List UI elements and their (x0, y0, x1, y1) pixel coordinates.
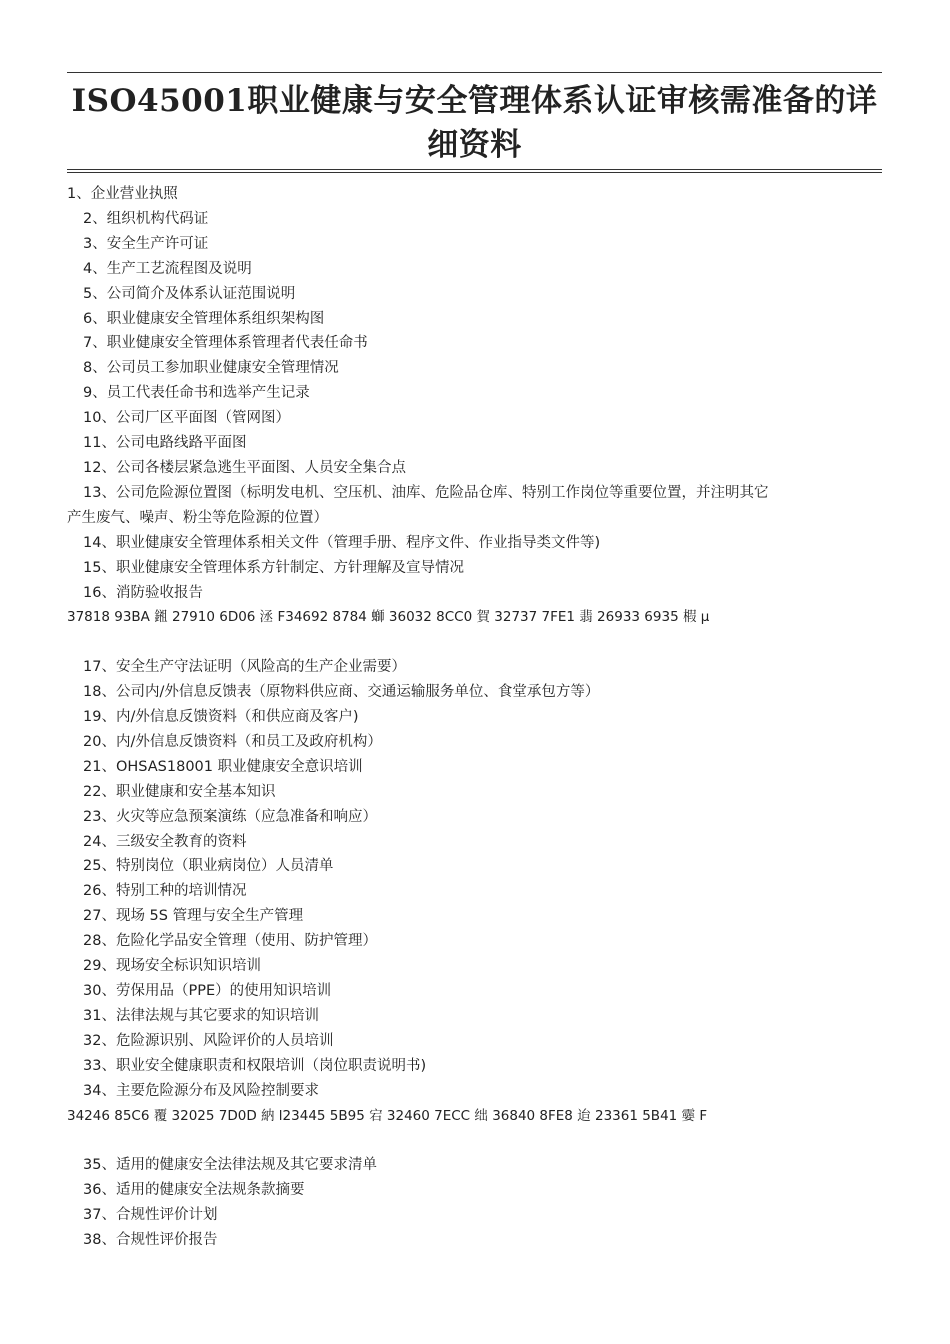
list-item: 31、法律法规与其它要求的知识培训 (83, 1007, 319, 1024)
blank-line (67, 1128, 882, 1153)
list-item: 33、职业安全健康职责和权限培训（岗位职责说明书) (83, 1057, 427, 1074)
document-title: ISO45001职业健康与安全管理体系认证审核需准备的详细资料 (71, 83, 878, 163)
list-item: 7、职业健康安全管理体系管理者代表任命书 (83, 335, 368, 352)
list-item: 23、火灾等应急预案演练（应急准备和响应） (83, 808, 377, 825)
list-item: 17、安全生产守法证明（风险高的生产企业需要） (83, 659, 406, 676)
list-item: 38、合规性评价报告 (83, 1232, 218, 1249)
list-item: 37、合规性评价计划 (83, 1207, 218, 1224)
list-item: 3、安全生产许可证 (83, 235, 209, 252)
list-item: 8、公司员工参加职业健康安全管理情况 (83, 360, 339, 377)
list-item-13: 13、公司危险源位置图（标明发电机、空压机、油库、危险品仓库、特别工作岗位等重要位置，并注明其它 (83, 484, 769, 501)
list-item: 9、员工代表任命书和选举产生记录 (83, 385, 310, 402)
list-item: 20、内/外信息反馈资料（和员工及政府机构） (83, 733, 382, 750)
list-item: 36、适用的健康安全法规条款摘要 (83, 1182, 305, 1199)
document-body (67, 182, 882, 1253)
list-item: 34、主要危险源分布及风险控制要求 (83, 1082, 319, 1099)
blank-line (67, 630, 882, 655)
list-item: 29、现场安全标识知识培训 (83, 958, 261, 975)
list-item: 22、职业健康和安全基本知识 (83, 783, 276, 800)
list-item: 19、内/外信息反馈资料（和供应商及客户) (83, 709, 359, 726)
list-item: 6、职业健康安全管理体系组织架构图 (83, 310, 325, 327)
list-item: 2、组织机构代码证 (83, 210, 209, 227)
list-item: 11、公司电路线路平面图 (83, 435, 247, 452)
code-text-line: 37818 93BA 鎺 27910 6D06 洆 F34692 8784 螄 36032 8CC0 賀 32737 7FE1 翡 26933 6935 椵 µ (67, 609, 710, 626)
list-item: 35、适用的健康安全法律法规及其它要求清单 (83, 1157, 377, 1174)
list-item: 5、公司简介及体系认证范围说明 (83, 285, 296, 302)
list-item: 16、消防验收报告 (83, 584, 203, 601)
list-item: 1、企业营业执照 (67, 186, 178, 202)
list-item: 15、职业健康安全管理体系方针制定、方针理解及宣导情况 (83, 559, 464, 576)
list-item: 25、特别岗位（职业病岗位）人员清单 (83, 858, 334, 875)
list-item: 14、职业健康安全管理体系相关文件（管理手册、程序文件、作业指导类文件等) (83, 534, 601, 551)
list-item: 32、危险源识别、风险评价的人员培训 (83, 1032, 334, 1049)
list-item: 30、劳保用品（PPE）的使用知识培训 (83, 982, 332, 999)
list-item: 18、公司内/外信息反馈表（原物料供应商、交通运输服务单位、食堂承包方等） (83, 684, 600, 701)
list-item: 21、OHSAS18001 职业健康安全意识培训 (83, 758, 363, 775)
list-item: 12、公司各楼层紧急逃生平面图、人员安全集合点 (83, 459, 406, 476)
title-bottom-rule (67, 169, 882, 173)
document-page (67, 72, 882, 1253)
list-item: 24、三级安全教育的资料 (83, 833, 247, 850)
list-item-13-continuation: 产生废气、噪声、粉尘等危险源的位置） (67, 509, 328, 526)
list-item: 27、现场 5S 管理与安全生产管理 (83, 908, 304, 925)
list-item: 10、公司厂区平面图（管网图） (83, 410, 290, 427)
list-item: 4、生产工艺流程图及说明 (83, 260, 252, 277)
title-top-rule (67, 72, 882, 73)
list-item: 28、危险化学品安全管理（使用、防护管理） (83, 933, 377, 950)
list-item: 26、特别工种的培训情况 (83, 883, 247, 900)
code-text-line: 34246 85C6 覆 32025 7D0D 納 l23445 5B95 宕 32460 7ECC 绌 36840 8FE8 迨 23361 5B41 孁 F (67, 1107, 708, 1124)
